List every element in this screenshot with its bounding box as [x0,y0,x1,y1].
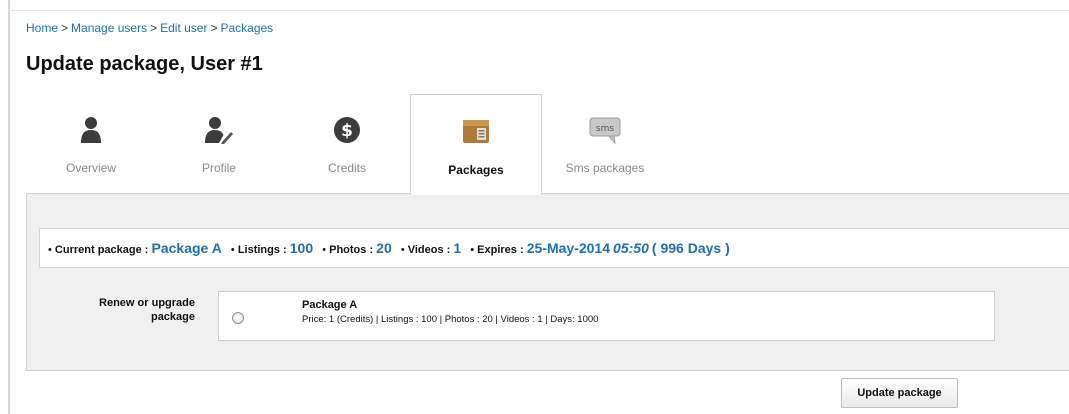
bullet: • [400,244,408,256]
dollar-coin-icon [282,116,412,144]
current-package-label: Current package [54,244,142,256]
tab-packages[interactable] [410,94,542,195]
user-tabs [26,94,1069,194]
colon: : [141,244,152,256]
tab-label: Credits [327,161,366,175]
top-divider [8,10,1069,11]
expires-date: 25-May-2014 [526,240,610,256]
breadcrumb-separator: > [150,21,158,35]
svg-text:sms: sms [595,124,615,134]
breadcrumb-separator: > [61,21,69,35]
tab-credits[interactable] [282,94,412,194]
tab-overview[interactable] [26,94,156,194]
tab-label: Overview [65,161,116,175]
breadcrumb-manage-users[interactable]: Manage users [71,21,148,35]
breadcrumb-separator: > [210,21,218,35]
user-edit-icon [154,116,284,144]
photos-value: 20 [376,240,392,256]
svg-text:$: $ [341,121,353,141]
videos-value: 1 [453,240,462,256]
bullet: • [48,244,55,256]
photos-label: Photos [329,244,367,256]
tab-label: Sms packages [565,161,645,175]
breadcrumb-edit-user[interactable]: Edit user [160,21,208,35]
tab-profile[interactable] [154,94,284,194]
colon: : [516,244,527,256]
current-package-name: Package A [151,240,222,256]
renew-label-line1: Renew or upgrade [99,297,195,309]
breadcrumb [26,21,273,35]
page-title: Update package, User #1 [26,53,263,75]
package-radio[interactable] [232,312,244,324]
colon: : [443,244,454,256]
packages-panel [26,193,1069,371]
sms-bubble-icon [540,116,670,144]
expires-days: ( 996 Days ) [651,240,730,256]
colon: : [279,244,290,256]
renew-upgrade-label [67,296,195,324]
expires-time: 05:50 [613,240,649,256]
tab-label: Packages [448,163,504,177]
package-box-icon [411,117,541,145]
breadcrumb-packages[interactable]: Packages [220,21,274,35]
bullet: • [322,244,330,256]
bullet: • [470,244,478,256]
colon: : [366,244,377,256]
current-package-summary [39,228,1069,268]
expires-label: Expires [477,244,517,256]
renew-label-line2: package [150,311,195,323]
listings-label: Listings [237,244,280,256]
update-package-button[interactable]: Update package [841,378,958,408]
listings-value: 100 [289,240,314,256]
package-option-details: Price: 1 (Credits) | Listings : 100 | Photos : 20 | Videos : 1 | Days: 1000 [302,314,599,325]
tab-sms-packages[interactable] [540,94,670,194]
package-option[interactable] [218,291,995,341]
tab-label: Profile [201,161,236,175]
current-package-line [48,240,730,256]
bullet: • [230,244,238,256]
breadcrumb-home[interactable]: Home [26,21,59,35]
user-icon [26,116,156,144]
package-option-name: Package A [302,299,358,311]
videos-label: Videos [407,244,444,256]
left-border [8,0,10,414]
